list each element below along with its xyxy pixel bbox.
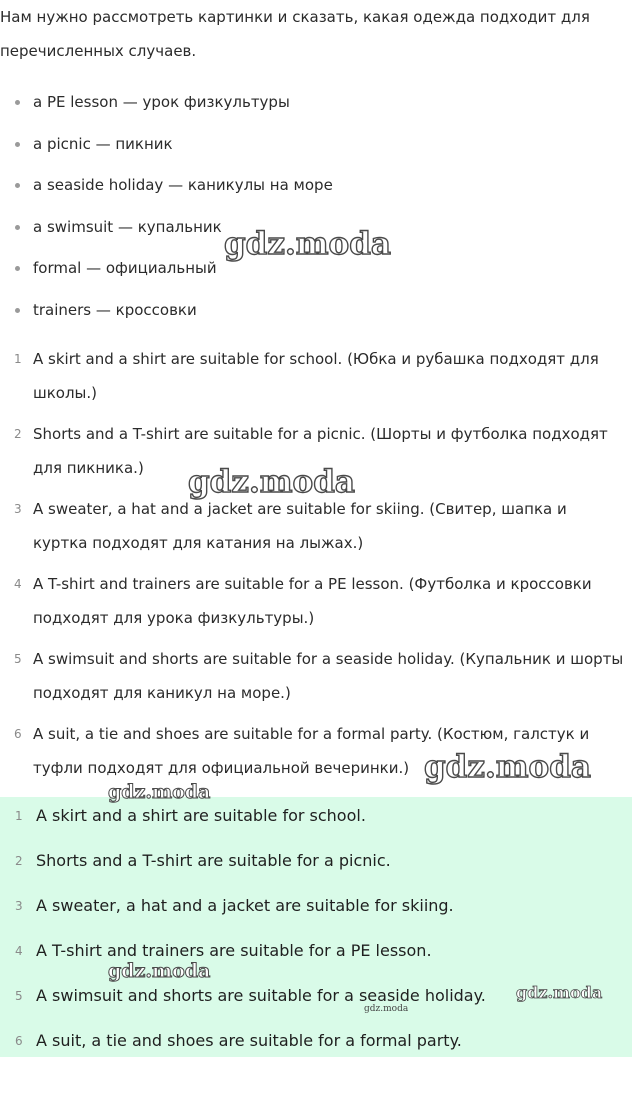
bullet-icon bbox=[15, 183, 20, 188]
item-number: 5 bbox=[15, 989, 23, 1003]
vocab-text: a swimsuit — купальник bbox=[33, 217, 222, 236]
item-number: 3 bbox=[15, 899, 23, 913]
list-item bbox=[0, 1022, 632, 1067]
item-text: A suit, a tie and shoes are suitable for a formal party. bbox=[36, 1031, 462, 1050]
list-item bbox=[0, 493, 625, 568]
item-number: 2 bbox=[15, 854, 23, 868]
list-item bbox=[0, 842, 632, 887]
list-item bbox=[0, 290, 333, 332]
vocab-text: formal — официальный bbox=[33, 259, 217, 278]
item-number: 6 bbox=[15, 1034, 23, 1048]
bullet-icon bbox=[15, 308, 20, 313]
watermark: gdz.moda bbox=[364, 1004, 409, 1014]
vocabulary-list bbox=[0, 82, 333, 332]
item-number: 4 bbox=[14, 577, 22, 591]
item-text: A skirt and a shirt are suitable for school. (Юбка и рубашка подходят для школы.) bbox=[33, 350, 599, 402]
vocab-text: trainers — кроссовки bbox=[33, 300, 197, 319]
watermark: gdz.moda bbox=[188, 464, 355, 500]
bullet-icon bbox=[15, 100, 20, 105]
list-item bbox=[0, 165, 333, 207]
watermark: gdz.moda bbox=[224, 226, 391, 262]
vocab-text: a seaside holiday — каникулы на море bbox=[33, 176, 333, 195]
bullet-icon bbox=[15, 225, 20, 230]
item-number: 6 bbox=[14, 727, 22, 741]
item-number: 2 bbox=[14, 427, 22, 441]
item-text: A sweater, a hat and a jacket are suitable for skiing. (Свитер, шапка и куртка подходят для катания на лыжах.) bbox=[33, 500, 567, 552]
answer-box bbox=[0, 797, 632, 1057]
watermark: gdz.moda bbox=[108, 781, 211, 803]
bullet-icon bbox=[15, 142, 20, 147]
list-item bbox=[0, 887, 632, 932]
vocab-text: a PE lesson — урок физкультуры bbox=[33, 93, 290, 111]
item-text: A sweater, a hat and a jacket are suitable for skiing. bbox=[36, 896, 454, 915]
list-item bbox=[0, 343, 625, 418]
list-item bbox=[0, 82, 333, 124]
list-item bbox=[0, 568, 625, 643]
item-text: A skirt and a shirt are suitable for school. bbox=[36, 806, 366, 825]
item-text: A T-shirt and trainers are suitable for a PE lesson. (Футболка и кроссовки подходят для урока физкультуры.) bbox=[33, 575, 592, 627]
item-text: A swimsuit and shorts are suitable for a seaside holiday. (Купальник и шорты подходят для каникул на море.) bbox=[33, 650, 624, 702]
item-text: A T-shirt and trainers are suitable for a PE lesson. bbox=[36, 941, 432, 960]
vocab-text: a picnic — пикник bbox=[33, 134, 173, 153]
watermark: gdz.moda bbox=[516, 983, 603, 1002]
item-text: A suit, a tie and shoes are suitable for a formal party. (Костюм, галстук и туфли подходят для официальной вечеринки.) bbox=[33, 725, 590, 777]
list-item bbox=[0, 643, 625, 718]
item-text: Shorts and a T-shirt are suitable for a picnic. (Шорты и футболка подходят для пикника.) bbox=[33, 425, 608, 477]
item-text: A swimsuit and shorts are suitable for a seaside holiday. bbox=[36, 986, 486, 1005]
list-item bbox=[0, 932, 632, 977]
list-item bbox=[0, 124, 333, 166]
item-number: 1 bbox=[15, 809, 23, 823]
watermark: gdz.moda bbox=[424, 749, 591, 785]
watermark: gdz.moda bbox=[108, 960, 211, 982]
answers-list bbox=[0, 797, 632, 1067]
bullet-icon bbox=[15, 266, 20, 271]
translations-list bbox=[0, 343, 625, 793]
item-number: 4 bbox=[15, 944, 23, 958]
item-number: 1 bbox=[14, 352, 22, 366]
item-number: 3 bbox=[14, 502, 22, 516]
item-number: 5 bbox=[14, 652, 22, 666]
item-text: Shorts and a T-shirt are suitable for a picnic. bbox=[36, 851, 391, 870]
intro-text: Нам нужно рассмотреть картинки и сказать, какая одежда подходит для перечисленных случаев. bbox=[0, 8, 590, 60]
list-item bbox=[0, 797, 632, 842]
